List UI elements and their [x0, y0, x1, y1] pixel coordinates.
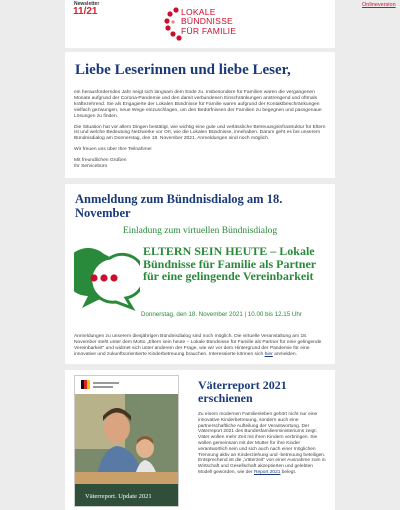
intro-title: Liebe Leserinnen und liebe Leser,	[75, 62, 291, 78]
intro-paragraph: ein herausforderndes Jahr neigt sich langsam dem Ende zu. Insbesondere für Familien waren die vergangenen Monate aufgrund der Corona-Pandemie und den damit verbundenen Einschränkungen anstrengend und oftmals kräftezehrend. Sie als Engagierte der Lokalen Bündnisse für Familie waren aufgrund der Kontaktbeschränkungen vielfach gezwungen, neue Wege einzuschlagen, um den Bedürfnissen der Familien zu begegnen und passgenaue Lösungen zu finden.	[74, 90, 322, 119]
newsletter-header	[65, 0, 396, 48]
brand-logo-text: LOKALE BÜNDNISSE FÜR FAMILIE	[181, 7, 237, 36]
online-version-link[interactable]: Onlineversion	[362, 2, 396, 8]
banner-headline: ELTERN SEIN HEUTE – Lokale Bündnisse für Familie als Partner für eine gelingende Vereinbarkeit	[143, 244, 316, 283]
issue-number: 11/21	[73, 6, 98, 17]
intro-card	[65, 52, 335, 178]
event-card	[65, 184, 335, 364]
intro-paragraph: Wir freuen uns über Ihre Teilnahme!	[74, 147, 152, 153]
banner-date: Donnerstag, den 18. November 2021 | 10.00 bis 12.15 Uhr	[141, 311, 302, 318]
intro-paragraph: Die Situation hat vor allem Dingen bestätigt, wie wichtig eine gute und verlässliche Betreuungsinfrastruktur für Eltern ist und welche Bedeutung Netzwerke vor Ort, wie die Lokalen Bündnisse, innehaben. Darum geht es bei unserem Bündnisdialog am Donnerstag, den 18. November 2021. Anmeldungen sind noch möglich.	[74, 124, 326, 142]
chat-bubbles-icon	[74, 248, 140, 314]
register-link[interactable]: hier	[264, 351, 273, 357]
event-banner[interactable]	[74, 224, 326, 328]
intro-body	[74, 90, 328, 175]
intro-signature: Mit freundlichen Grüßen Ihr Servicebüro	[74, 158, 127, 170]
report-link[interactable]: Report 2021	[254, 469, 281, 475]
report-cover-caption: Väterreport. Update 2021	[85, 493, 152, 500]
report-title: Väterreport 2021 erschienen	[198, 378, 287, 405]
report-card	[65, 370, 335, 510]
event-body: Anmeldungen zu unserem diesjährigen Bündnisdialog sind noch möglich. Die virtuelle Veranstaltung am 18. November steht unter dem Motto „Eltern sein heute – Lokale Bündnisse für Familie als Partner für eine gelingende Vereinbarkeit" und widmet sich unter anderem der Frage, wie wir vor dem Hintergrund der Pandemie für eine innovative und zukunftsorientierte Kinderbetreuung brauchen. Interessierte können sich hier anmelden.	[74, 334, 322, 357]
report-cover-image[interactable]	[74, 375, 179, 507]
banner-title: Einladung zum virtuellen Bündnisdialog	[122, 226, 278, 236]
event-title: Anmeldung zum Bündnisdialog am 18. November	[75, 192, 283, 220]
report-body: Zu einem modernen Familienleben gehört nicht nur eine innovative Kinderbetreuung, sondern auch eine partnerschaftliche Aufteilung der Verantwortung. Der Väterreport 2021 des Bundesfamilienministeriums zeigt: Väter wollen mehr Zeit mit ihren Kindern verbringen. Sie wollen gemeinsam mit der Mutter für ihre Kinder verantwortlich sein und sich auch nach einer möglichen Trennung aktiv an Kinderziehung und -betreuung beteiligen. Entsprechend ist die „Väterzeit" von einer Ausnahme zum in Wirtschaft und Gesellschaft akzeptierten und gelebten Modell geworden, wie der Report 2021 belegt.	[198, 412, 326, 475]
issue-label: Newsletter	[74, 1, 100, 7]
report-cover-illustration	[75, 376, 178, 506]
